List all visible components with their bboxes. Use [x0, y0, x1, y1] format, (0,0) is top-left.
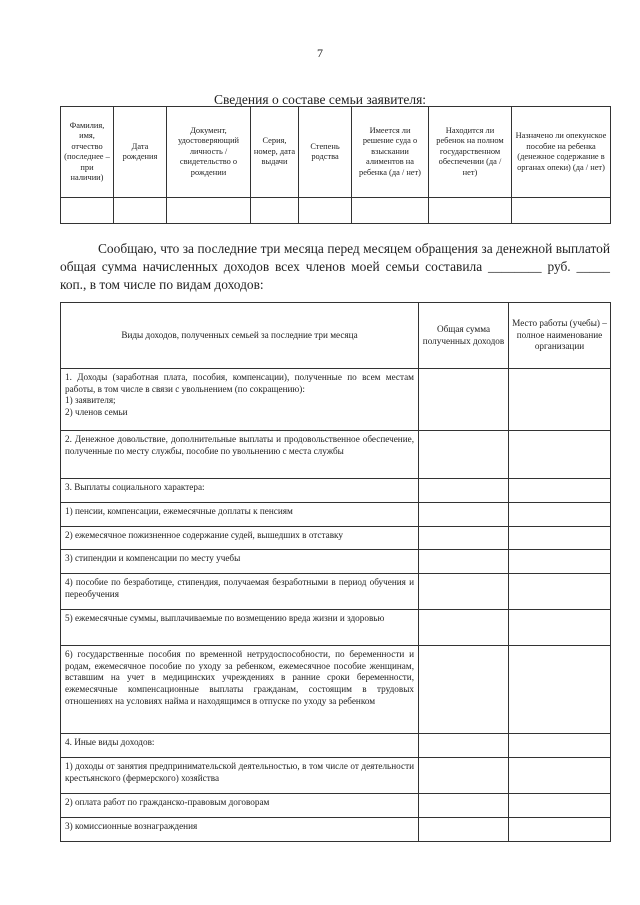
- workplace-cell[interactable]: [509, 431, 611, 479]
- family-composition-table: [60, 106, 611, 224]
- header-full-name: Фамилия, имя, отчество (последнее – при наличии): [61, 107, 114, 198]
- family-table-header-row: [61, 107, 611, 198]
- header-alimony-court-decision: Имеется ли решение суда о взыскании алиментов на ребенка (да / нет): [352, 107, 429, 198]
- income-row-label: 3) стипендии и компенсации по месту учебы: [61, 550, 419, 574]
- income-amount-cell[interactable]: [419, 758, 509, 794]
- income-row-label: 1) доходы от занятия предпринимательской деятельностью, в том числе от деятельности крестьянского (фермерского) хозяйства: [61, 758, 419, 794]
- family-table-title: Сведения о составе семьи заявителя:: [213, 92, 427, 107]
- income-amount-cell[interactable]: [419, 550, 509, 574]
- cell-guardianship-allowance[interactable]: [512, 198, 611, 224]
- income-row: [61, 369, 611, 431]
- income-row-label: 6) государственные пособия по временной нетрудоспособности, по беременности и родам, ежемесячное пособие по уходу за ребенком, ежемесячное пособие женщинам, вставшим на учет в медицинских учреждениях в ранние сроки беременности, ежемесячные компенсационные выплаты гражданам, состоящим в трудовых отношениях на условиях найма и находящимся в отпуске по уходу за ребенком: [61, 646, 419, 734]
- income-row: [61, 503, 611, 527]
- cell-relationship[interactable]: [299, 198, 352, 224]
- income-row-label: 2) ежемесячное пожизненное содержание судей, вышедших в отставку: [61, 527, 419, 550]
- income-amount-cell[interactable]: [419, 503, 509, 527]
- income-row: [61, 550, 611, 574]
- income-amount-cell[interactable]: [419, 734, 509, 758]
- income-row-label: 5) ежемесячные суммы, выплачиваемые по возмещению вреда жизни и здоровью: [61, 610, 419, 646]
- workplace-cell[interactable]: [509, 610, 611, 646]
- income-row-label: 4. Иные виды доходов:: [61, 734, 419, 758]
- workplace-cell[interactable]: [509, 479, 611, 503]
- income-row-label: 2) оплата работ по гражданско-правовым договорам: [61, 794, 419, 818]
- income-row-label: 1. Доходы (заработная плата, пособия, компенсации), полученные по всем местам работы, в том числе в связи с увольнением (по сокращению): 1) заявителя; 2) членов семьи: [61, 369, 419, 431]
- cell-state-support[interactable]: [429, 198, 512, 224]
- income-amount-cell[interactable]: [419, 610, 509, 646]
- income-amount-cell[interactable]: [419, 431, 509, 479]
- family-table-empty-row: [61, 198, 611, 224]
- income-amount-cell[interactable]: [419, 794, 509, 818]
- header-total-amount: Общая сумма полученных доходов: [419, 303, 509, 369]
- income-row-label: 3. Выплаты социального характера:: [61, 479, 419, 503]
- header-birth-date: Дата рождения: [114, 107, 167, 198]
- income-amount-cell[interactable]: [419, 527, 509, 550]
- workplace-cell[interactable]: [509, 550, 611, 574]
- income-row-label: 3) комиссионные вознаграждения: [61, 818, 419, 842]
- income-statement-text: Сообщаю, что за последние три месяца перед месяцем обращения за денежной выплатой общая сумма начисленных доходов всех членов моей семьи составила ________ руб. _____ коп., в том числе по видам доходов:: [60, 241, 610, 292]
- workplace-cell[interactable]: [509, 369, 611, 431]
- income-row: [61, 646, 611, 734]
- income-statement: [60, 240, 610, 294]
- page-number: 7: [317, 46, 323, 60]
- income-amount-cell[interactable]: [419, 574, 509, 610]
- workplace-cell[interactable]: [509, 758, 611, 794]
- income-row-label: 1) пенсии, компенсации, ежемесячные доплаты к пенсиям: [61, 503, 419, 527]
- workplace-cell[interactable]: [509, 818, 611, 842]
- header-relationship: Степень родства: [299, 107, 352, 198]
- income-row: [61, 431, 611, 479]
- income-table-header-row: [61, 303, 611, 369]
- income-row-label: 2. Денежное довольствие, дополнительные выплаты и продовольственное обеспечение, полученные по месту службы, пособие по увольнению с места службы: [61, 431, 419, 479]
- header-guardianship-allowance: Назначено ли опекунское пособие на ребенка (денежное содержание в органах опеки) (да / нет): [512, 107, 611, 198]
- header-income-types: Виды доходов, полученных семьей за последние три месяца: [61, 303, 419, 369]
- income-amount-cell[interactable]: [419, 479, 509, 503]
- cell-birth-date[interactable]: [114, 198, 167, 224]
- header-workplace: Место работы (учебы) – полное наименование организации: [509, 303, 611, 369]
- workplace-cell[interactable]: [509, 734, 611, 758]
- cell-alimony-court-decision[interactable]: [352, 198, 429, 224]
- income-row: [61, 610, 611, 646]
- income-amount-cell[interactable]: [419, 646, 509, 734]
- workplace-cell[interactable]: [509, 646, 611, 734]
- income-amount-cell[interactable]: [419, 369, 509, 431]
- header-id-document: Документ, удостоверяющий личность / свидетельство о рождении: [167, 107, 251, 198]
- income-row: [61, 818, 611, 842]
- cell-id-document[interactable]: [167, 198, 251, 224]
- workplace-cell[interactable]: [509, 794, 611, 818]
- income-row: [61, 479, 611, 503]
- income-row-label: 4) пособие по безработице, стипендия, получаемая безработными в период обучения и переобучения: [61, 574, 419, 610]
- income-amount-cell[interactable]: [419, 818, 509, 842]
- workplace-cell[interactable]: [509, 527, 611, 550]
- workplace-cell[interactable]: [509, 574, 611, 610]
- income-row: [61, 574, 611, 610]
- header-state-support: Находится ли ребенок на полном государственном обеспечении (да / нет): [429, 107, 512, 198]
- income-row: [61, 527, 611, 550]
- income-row: [61, 734, 611, 758]
- income-row: [61, 794, 611, 818]
- workplace-cell[interactable]: [509, 503, 611, 527]
- header-series-number-date: Серия, номер, дата выдачи: [251, 107, 299, 198]
- income-table: [60, 302, 611, 842]
- income-row: [61, 758, 611, 794]
- cell-series-number-date[interactable]: [251, 198, 299, 224]
- cell-full-name[interactable]: [61, 198, 114, 224]
